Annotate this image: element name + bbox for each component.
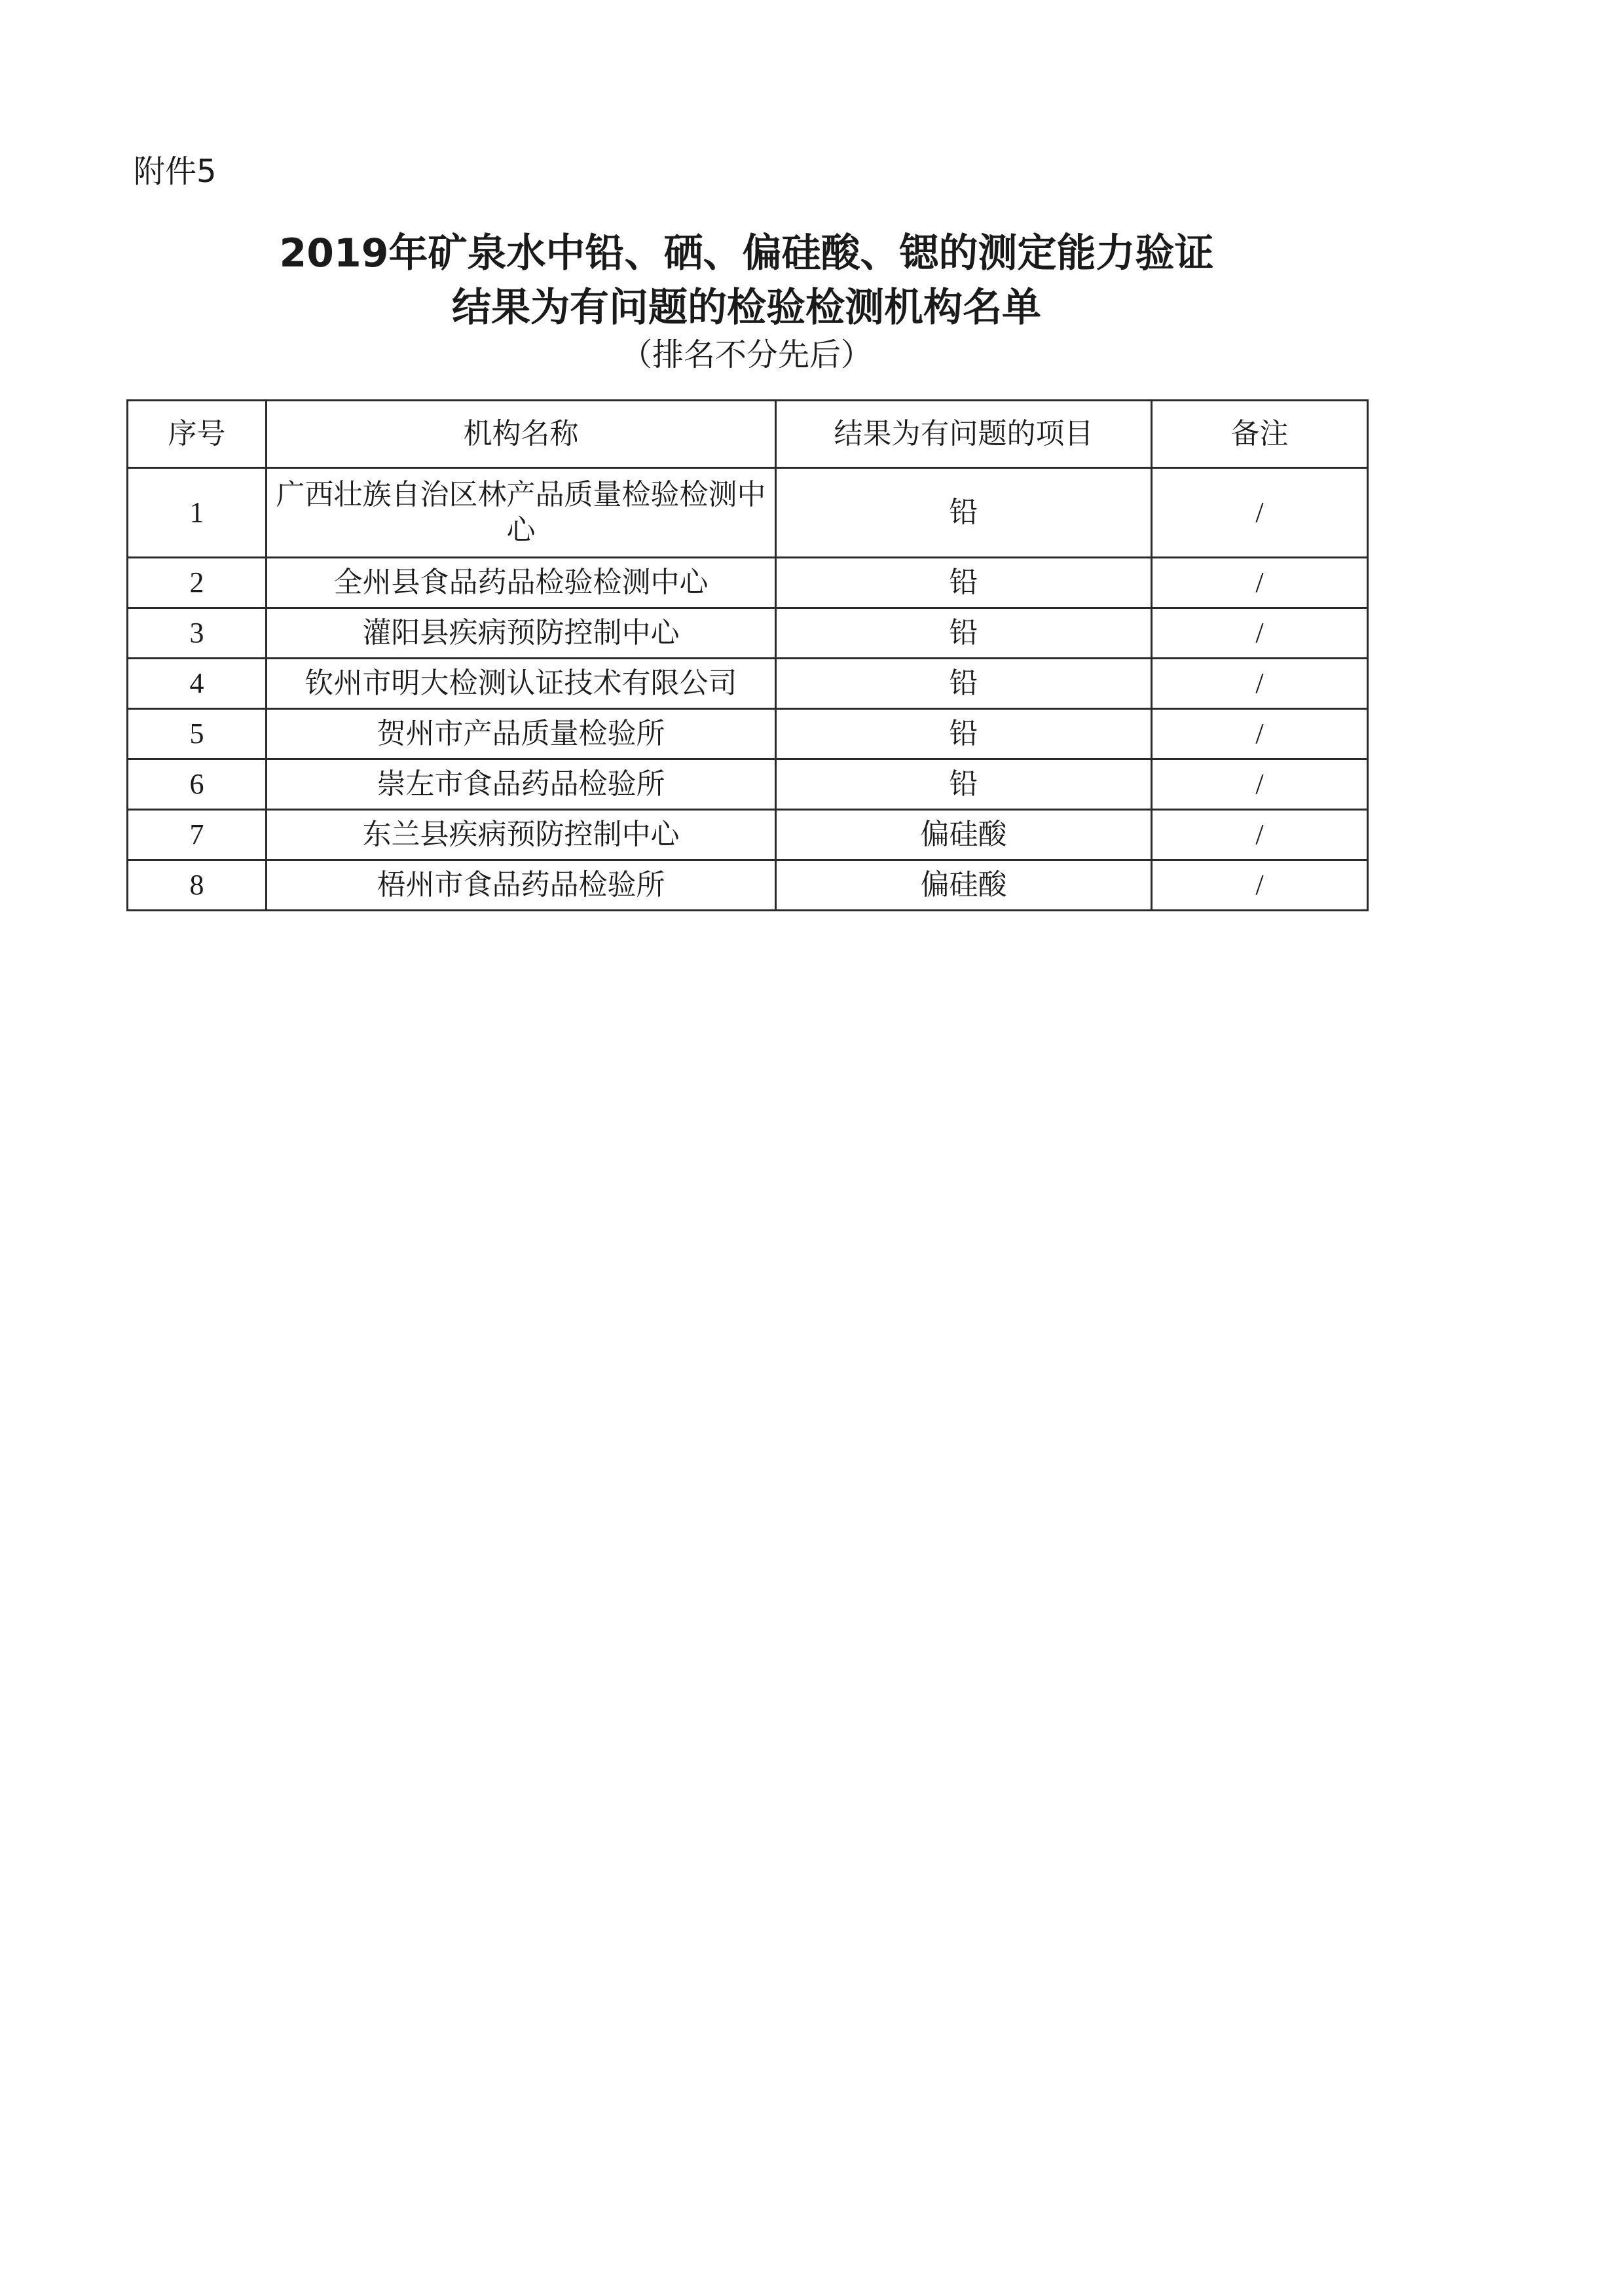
serial-number-cell: 6 <box>128 759 267 810</box>
institution-table <box>126 399 1369 911</box>
institution-name-cell: 广西壮族自治区林产品质量检验检测中心 <box>267 468 776 558</box>
institution-name-cell: 崇左市食品药品检验所 <box>267 759 776 810</box>
serial-number-cell: 2 <box>128 558 267 608</box>
remark-cell: / <box>1152 810 1368 860</box>
institution-name-cell: 贺州市产品质量检验所 <box>267 709 776 759</box>
document-subtitle: （排名不分先后） <box>620 337 872 373</box>
problem-item-cell: 铅 <box>776 659 1152 709</box>
table-row <box>128 659 1368 709</box>
remark-cell: / <box>1152 860 1368 911</box>
table-row <box>128 810 1368 860</box>
table-row <box>128 860 1368 911</box>
serial-number-cell: 8 <box>128 860 267 911</box>
remark-cell: / <box>1152 759 1368 810</box>
institution-name-cell: 全州县食品药品检验检测中心 <box>267 558 776 608</box>
institution-name-cell: 东兰县疾病预防控制中心 <box>267 810 776 860</box>
remark-cell: / <box>1152 468 1368 558</box>
institution-name-cell: 灌阳县疾病预防控制中心 <box>267 608 776 659</box>
problem-item-cell: 铅 <box>776 709 1152 759</box>
header-remarks: 备注 <box>1152 401 1368 468</box>
problem-item-cell: 铅 <box>776 759 1152 810</box>
problem-item-cell: 铅 <box>776 558 1152 608</box>
document-title-line-2: 结果为有问题的检验检测机构名单 <box>452 285 1041 331</box>
document-title-line-1: 2019年矿泉水中铅、硒、偏硅酸、锶的测定能力验证 <box>279 230 1214 276</box>
remark-cell: / <box>1152 659 1368 709</box>
remark-cell: / <box>1152 709 1368 759</box>
serial-number-cell: 3 <box>128 608 267 659</box>
serial-number-cell: 4 <box>128 659 267 709</box>
table-header-row <box>128 401 1368 468</box>
problem-item-cell: 铅 <box>776 468 1152 558</box>
remark-cell: / <box>1152 558 1368 608</box>
table-row <box>128 558 1368 608</box>
institution-name-cell: 钦州市明大检测认证技术有限公司 <box>267 659 776 709</box>
attachment-label: 附件5 <box>134 153 217 190</box>
table-row <box>128 468 1368 558</box>
problem-item-cell: 铅 <box>776 608 1152 659</box>
problem-item-cell: 偏硅酸 <box>776 860 1152 911</box>
header-institution-name: 机构名称 <box>267 401 776 468</box>
table-row <box>128 608 1368 659</box>
table-row <box>128 709 1368 759</box>
header-serial-number: 序号 <box>128 401 267 468</box>
serial-number-cell: 5 <box>128 709 267 759</box>
problem-item-cell: 偏硅酸 <box>776 810 1152 860</box>
header-problem-item: 结果为有问题的项目 <box>776 401 1152 468</box>
institution-name-cell: 梧州市食品药品检验所 <box>267 860 776 911</box>
remark-cell: / <box>1152 608 1368 659</box>
serial-number-cell: 7 <box>128 810 267 860</box>
table-row <box>128 759 1368 810</box>
serial-number-cell: 1 <box>128 468 267 558</box>
